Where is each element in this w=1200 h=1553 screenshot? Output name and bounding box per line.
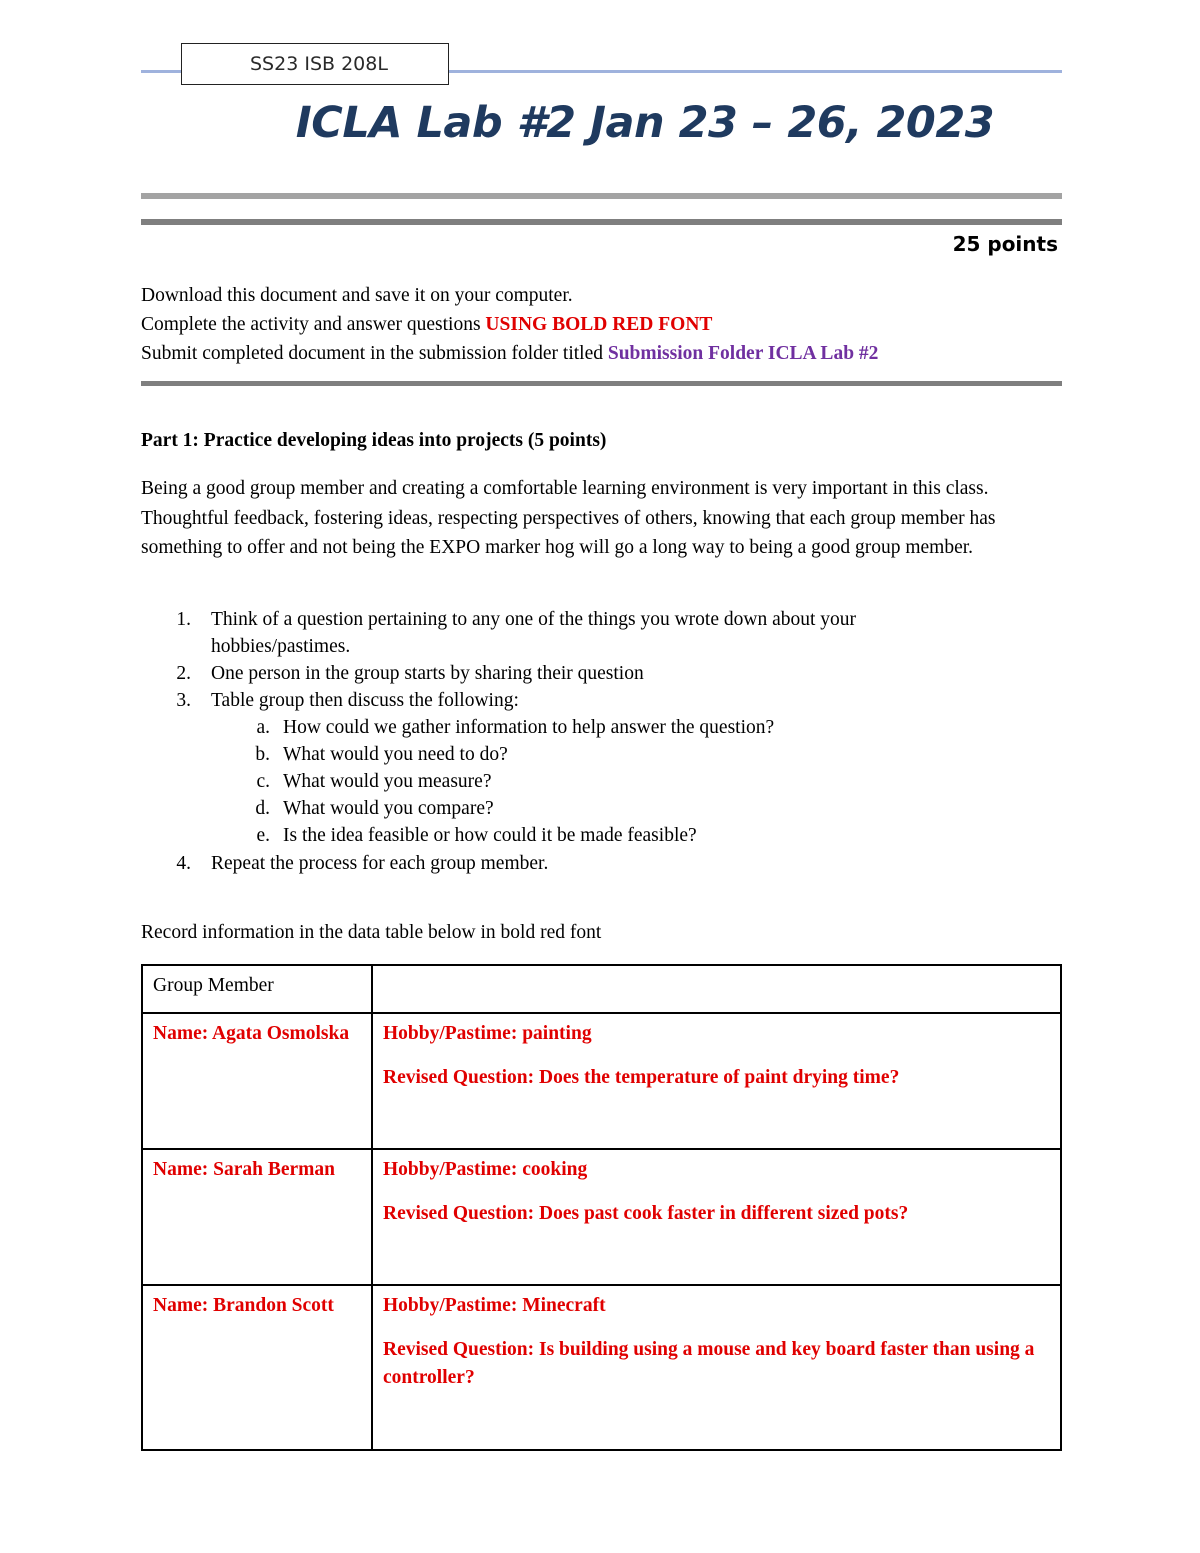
hobby-text: Hobby/Pastime: Minecraft — [383, 1295, 606, 1316]
substep-text: What would you measure? — [283, 771, 492, 792]
course-code-box — [181, 43, 449, 85]
step-number: 2. — [176, 663, 191, 684]
substep-text: What would you compare? — [283, 798, 494, 819]
step-text: One person in the group starts by sharing their question — [211, 663, 644, 684]
step-text: Think of a question pertaining to any one of the things you wrote down about your — [211, 609, 857, 630]
title-divider-top — [141, 193, 1062, 199]
table-row — [142, 1285, 1061, 1450]
part1-paragraph: Being a good group member and creating a comfortable learning environment is very important in this class. Thoughtful feedback, fostering ideas, respecting perspectives of others, knowing that each group member has something to offer and not being the EXPO marker hog will go a long way to being a good group member. — [141, 478, 996, 558]
revised-question-text: Revised Question: Is building using a mouse and key board faster than using a controller? — [383, 1339, 1035, 1388]
substep-letter: e. — [256, 825, 270, 846]
cell-spacer — [383, 1048, 1050, 1064]
table-header-empty[interactable] — [372, 965, 1061, 1013]
instruction-download: Download this document and save it on your computer. — [141, 285, 573, 306]
table-header-row — [142, 965, 1061, 1013]
table-row — [142, 1013, 1061, 1149]
member-name-cell[interactable]: Name: Brandon Scott — [142, 1285, 372, 1450]
submission-folder-name: Submission Folder ICLA Lab #2 — [607, 343, 879, 364]
step-number: 4. — [176, 853, 191, 874]
substep-text: Is the idea feasible or how could it be made feasible? — [283, 825, 697, 846]
member-details-cell[interactable] — [372, 1013, 1061, 1149]
table-header-group-member: Group Member — [142, 965, 372, 1013]
revised-question-text: Revised Question: Does past cook faster in different sized pots? — [383, 1203, 909, 1224]
record-note: Record information in the data table below in bold red font — [141, 922, 602, 943]
step-text-continued: hobbies/pastimes. — [211, 636, 351, 657]
instruction-complete — [141, 310, 712, 339]
substep-letter: d. — [255, 798, 270, 819]
page-title: ICLA Lab #2 Jan 23 – 26, 2023 — [295, 98, 995, 148]
hobby-text: Hobby/Pastime: cooking — [383, 1159, 588, 1180]
step-1-continued — [211, 633, 350, 660]
step-number: 1. — [176, 609, 191, 630]
substep-letter: c. — [256, 771, 270, 792]
header-rule-right — [449, 70, 1062, 73]
step-text: Repeat the process for each group member. — [211, 853, 549, 874]
title-divider-bottom — [141, 219, 1062, 225]
cell-spacer — [383, 1184, 1050, 1200]
member-details-cell[interactable] — [372, 1285, 1061, 1450]
cell-spacer — [383, 1320, 1050, 1336]
points-label: 25 points — [952, 232, 1058, 256]
substep-text: How could we gather information to help answer the question? — [283, 717, 775, 738]
substep-letter: b. — [255, 744, 270, 765]
header-rule-left — [141, 70, 181, 73]
step-text: Table group then discuss the following: — [211, 690, 519, 711]
instruction-submit — [141, 339, 878, 368]
table-row — [142, 1149, 1061, 1285]
member-name-cell[interactable]: Name: Sarah Berman — [142, 1149, 372, 1285]
hobby-text: Hobby/Pastime: painting — [383, 1023, 592, 1044]
revised-question-text: Revised Question: Does the temperature of paint drying time? — [383, 1067, 900, 1088]
substep-letter: a. — [256, 717, 270, 738]
instruction-complete-emphasis: USING BOLD RED FONT — [485, 314, 713, 335]
instructions-divider — [141, 381, 1062, 386]
substep-text: What would you need to do? — [283, 744, 508, 765]
member-name-cell[interactable]: Name: Agata Osmolska — [142, 1013, 372, 1149]
instruction-complete-text: Complete the activity and answer questions — [141, 314, 486, 335]
instruction-submit-text: Submit completed document in the submission folder titled — [141, 343, 608, 364]
course-code: SS23 ISB 208L — [250, 53, 388, 75]
step-number: 3. — [176, 690, 191, 711]
part1-title: Part 1: Practice developing ideas into projects (5 points) — [141, 430, 607, 451]
member-details-cell[interactable] — [372, 1149, 1061, 1285]
group-data-table — [141, 964, 1062, 1451]
